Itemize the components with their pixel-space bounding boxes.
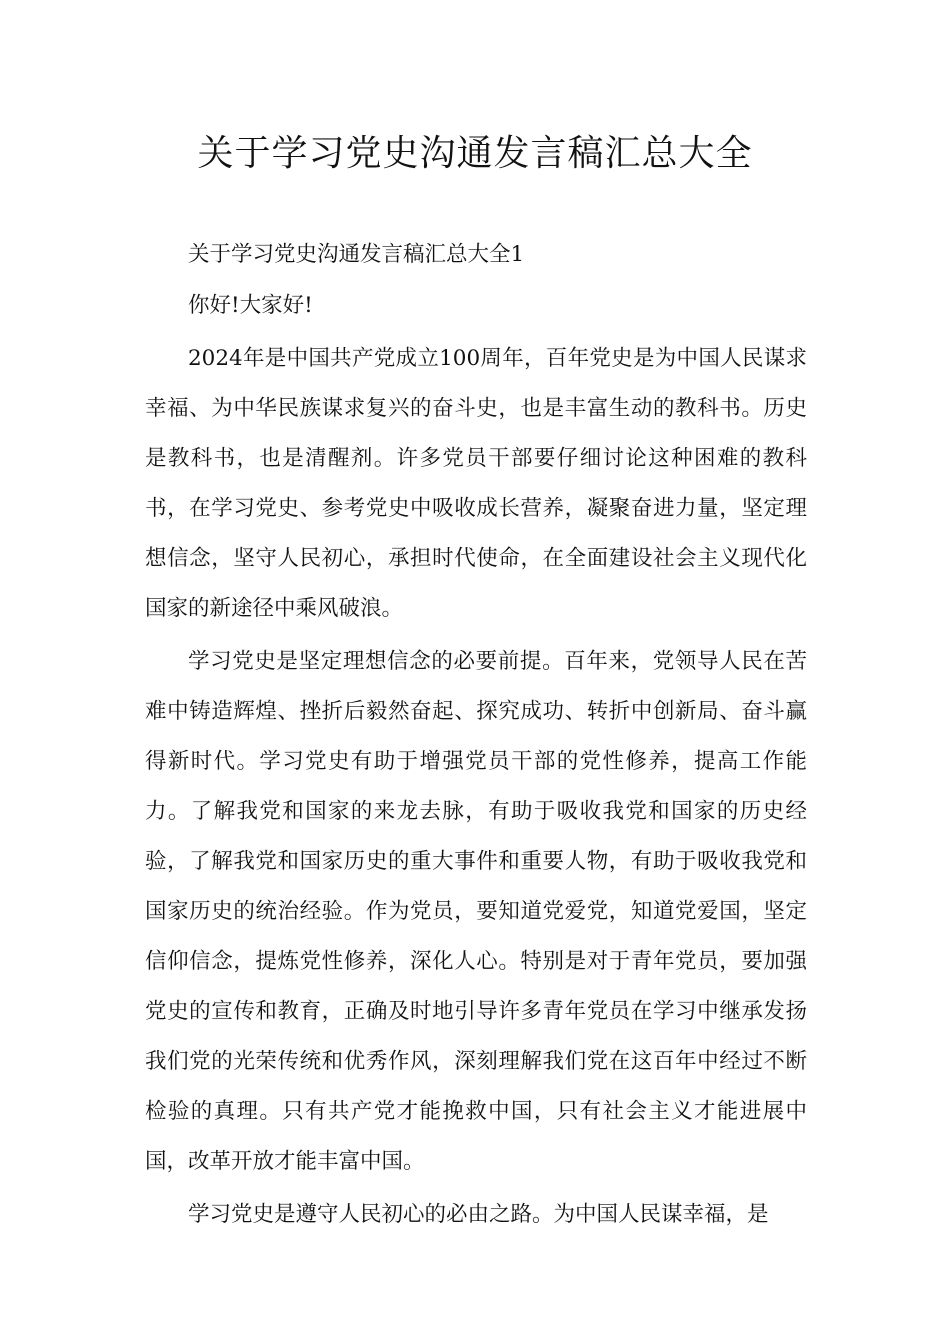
- section-heading: 关于学习党史沟通发言稿汇总大全1: [188, 242, 525, 267]
- document-body: [145, 230, 807, 1240]
- paragraph-3: 学习党史是遵守人民初心的必由之路。为中国人民谋幸福，是: [188, 1202, 769, 1227]
- paragraph-1: 2024年是中国共产党成立100周年，百年党史是为中国人民谋求幸福、为中华民族谋求复兴的奋斗史，也是丰富生动的教科书。历史是教科书，也是清醒剂。许多党员干部要仔细讨论这种困难的教科书，在学习党史、参考党史中吸收成长营养，凝聚奋进力量，坚定理想信念，坚守人民初心，承担时代使命，在全面建设社会主义现代化国家的新途径中乘风破浪。: [145, 346, 807, 621]
- document-title: 关于学习党史沟通发言稿汇总大全: [197, 133, 753, 174]
- paragraph-2: 学习党史是坚定理想信念的必要前提。百年来，党领导人民在苦难中铸造辉煌、挫折后毅然奋起、探究成功、转折中创新局、奋斗赢得新时代。学习党史有助于增强党员干部的党性修养，提高工作能力。了解我党和国家的来龙去脉，有助于吸收我党和国家的历史经验，了解我党和国家历史的重大事件和重要人物，有助于吸收我党和国家历史的统治经验。作为党员，要知道党爱党，知道党爱国，坚定信仰信念，提炼党性修养，深化人心。特别是对于青年党员，要加强党史的宣传和教育，正确及时地引导许多青年党员在学习中继承发扬我们党的光荣传统和优秀作风，深刻理解我们党在这百年中经过不断检验的真理。只有共产党才能挽救中国，只有社会主义才能进展中国，改革开放才能丰富中国。: [145, 649, 807, 1174]
- greeting: 你好!大家好!: [188, 293, 313, 318]
